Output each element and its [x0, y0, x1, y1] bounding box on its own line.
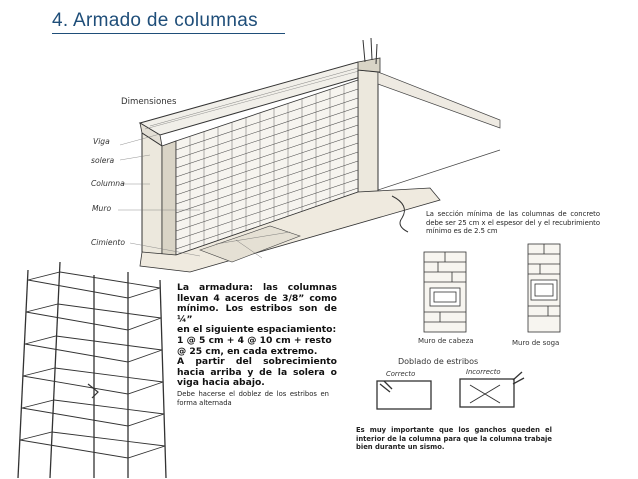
seccion-note: La sección mínima de las columnas de concreto debe ser 25 cm x el espesor del y el recubrimiento mínimo es de 2.5 cm — [426, 210, 600, 236]
muro-label: Muro — [92, 204, 112, 213]
armadura-line: @ 25 cm, en cada extremo. — [177, 345, 318, 357]
armadura-line: La armadura: las columnas — [177, 282, 337, 293]
correcto-label: Correcto — [386, 370, 416, 378]
dimensiones-label: Dimensiones — [121, 97, 177, 107]
viga-label: Viga — [93, 137, 110, 146]
armadura-line: en el siguiente espaciamiento: — [177, 324, 337, 336]
incorrecto-label: Incorrecto — [466, 368, 501, 376]
cimiento-label: Cimiento — [91, 238, 126, 247]
muro-soga-label: Muro de soga — [512, 339, 560, 347]
armadura-line: hacia arriba y de la solera o — [177, 366, 337, 378]
columna-label: Columna — [91, 179, 125, 188]
doblado-title: Doblado de estribos — [398, 357, 479, 366]
page-title: 4. Armado de columnas — [52, 10, 285, 34]
doblez-note: Debe hacerse el doblez de los estribos en forma alternada — [177, 390, 329, 407]
ganchos-note: Es muy importante que los ganchos queden el interior de la columna para que la columna trabaje bien durante un sismo. — [356, 426, 552, 452]
solera-label: solera — [91, 156, 115, 165]
armadura-line: llevan 4 aceros de 3/8” como — [177, 292, 337, 304]
armadura-line: 1 @ 5 cm + 4 @ 10 cm + resto — [177, 334, 332, 346]
muro-cabeza-label: Muro de cabeza — [418, 337, 474, 345]
armadura-line: A partir del sobrecimiento — [177, 356, 337, 368]
armadura-line: mínimo. Los estribos son de ¼” — [177, 303, 337, 325]
armadura-line: viga hacia abajo. — [177, 377, 265, 389]
